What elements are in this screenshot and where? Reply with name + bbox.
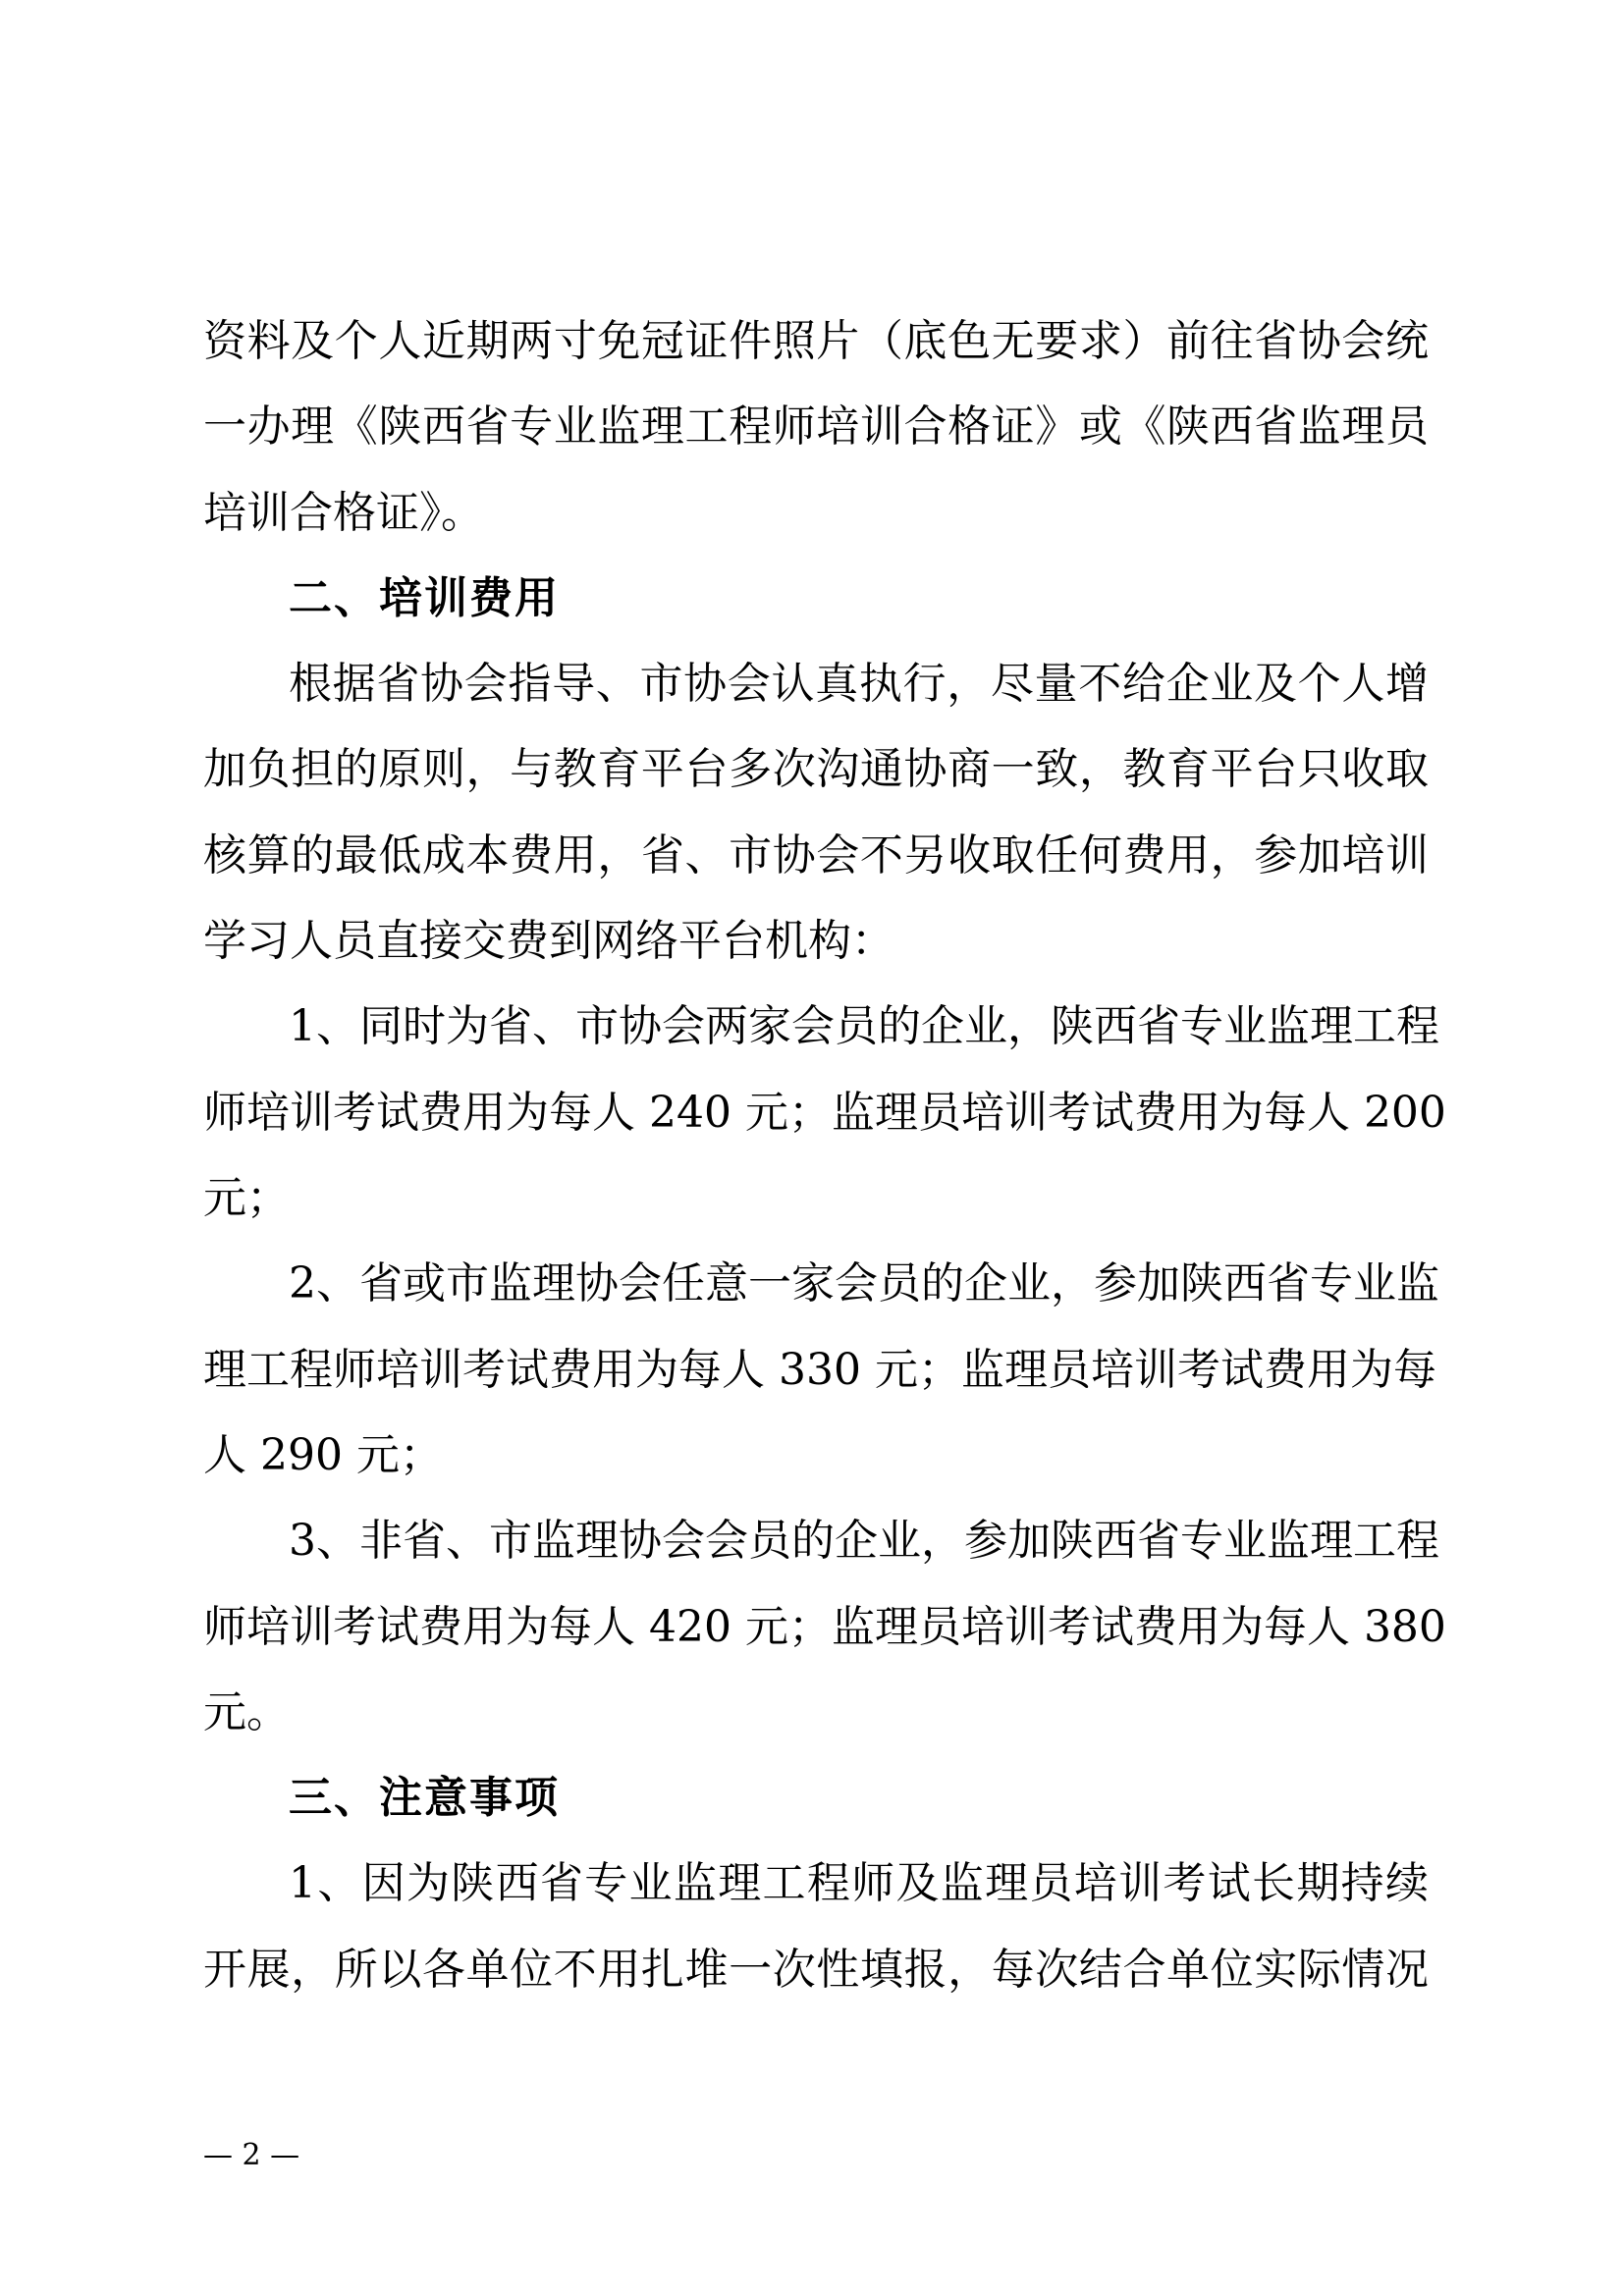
paragraph-line: 资料及个人近期两寸免冠证件照片（底色无要求）前往省协会统 [203, 316, 1429, 366]
paragraph-line: 一办理《陕西省专业监理工程师培训合格证》或《陕西省监理员 [203, 401, 1429, 452]
list-item-line: 师培训考试费用为每人 420 元；监理员培训考试费用为每人 380 [203, 1602, 1446, 1652]
paragraph-line: 培训合格证》。 [203, 488, 484, 538]
list-item-line: 人 290 元； [203, 1430, 443, 1480]
paragraph-line: 加负担的原则，与教育平台多次沟通协商一致，教育平台只收取 [203, 744, 1429, 794]
section-heading-notes: 三、注意事项 [289, 1773, 560, 1823]
list-item-line: 元； [203, 1173, 290, 1223]
list-item-line: 元。 [203, 1687, 290, 1737]
list-item-line: 3、非省、市监理协会会员的企业，参加陕西省专业监理工程 [289, 1516, 1439, 1566]
list-item-line: 1、因为陕西省专业监理工程师及监理员培训考试长期持续 [289, 1858, 1429, 1908]
section-heading-fees: 二、培训费用 [289, 573, 560, 623]
list-item-line: 师培训考试费用为每人 240 元；监理员培训考试费用为每人 200 [203, 1088, 1446, 1138]
page-number: — 2 — [203, 2138, 300, 2172]
paragraph-line: 学习人员直接交费到网络平台机构： [203, 916, 894, 966]
paragraph-line: 根据省协会指导、市协会认真执行，尽量不给企业及个人增 [289, 659, 1429, 709]
paragraph-line: 核算的最低成本费用，省、市协会不另收取任何费用，参加培训 [203, 830, 1429, 881]
list-item-line: 2、省或市监理协会任意一家会员的企业，参加陕西省专业监 [289, 1258, 1439, 1308]
list-item-line: 1、同时为省、市协会两家会员的企业，陕西省专业监理工程 [289, 1001, 1439, 1051]
list-item-line: 理工程师培训考试费用为每人 330 元；监理员培训考试费用为每 [203, 1345, 1436, 1395]
list-item-line: 开展，所以各单位不用扎堆一次性填报，每次结合单位实际情况 [203, 1945, 1429, 1995]
